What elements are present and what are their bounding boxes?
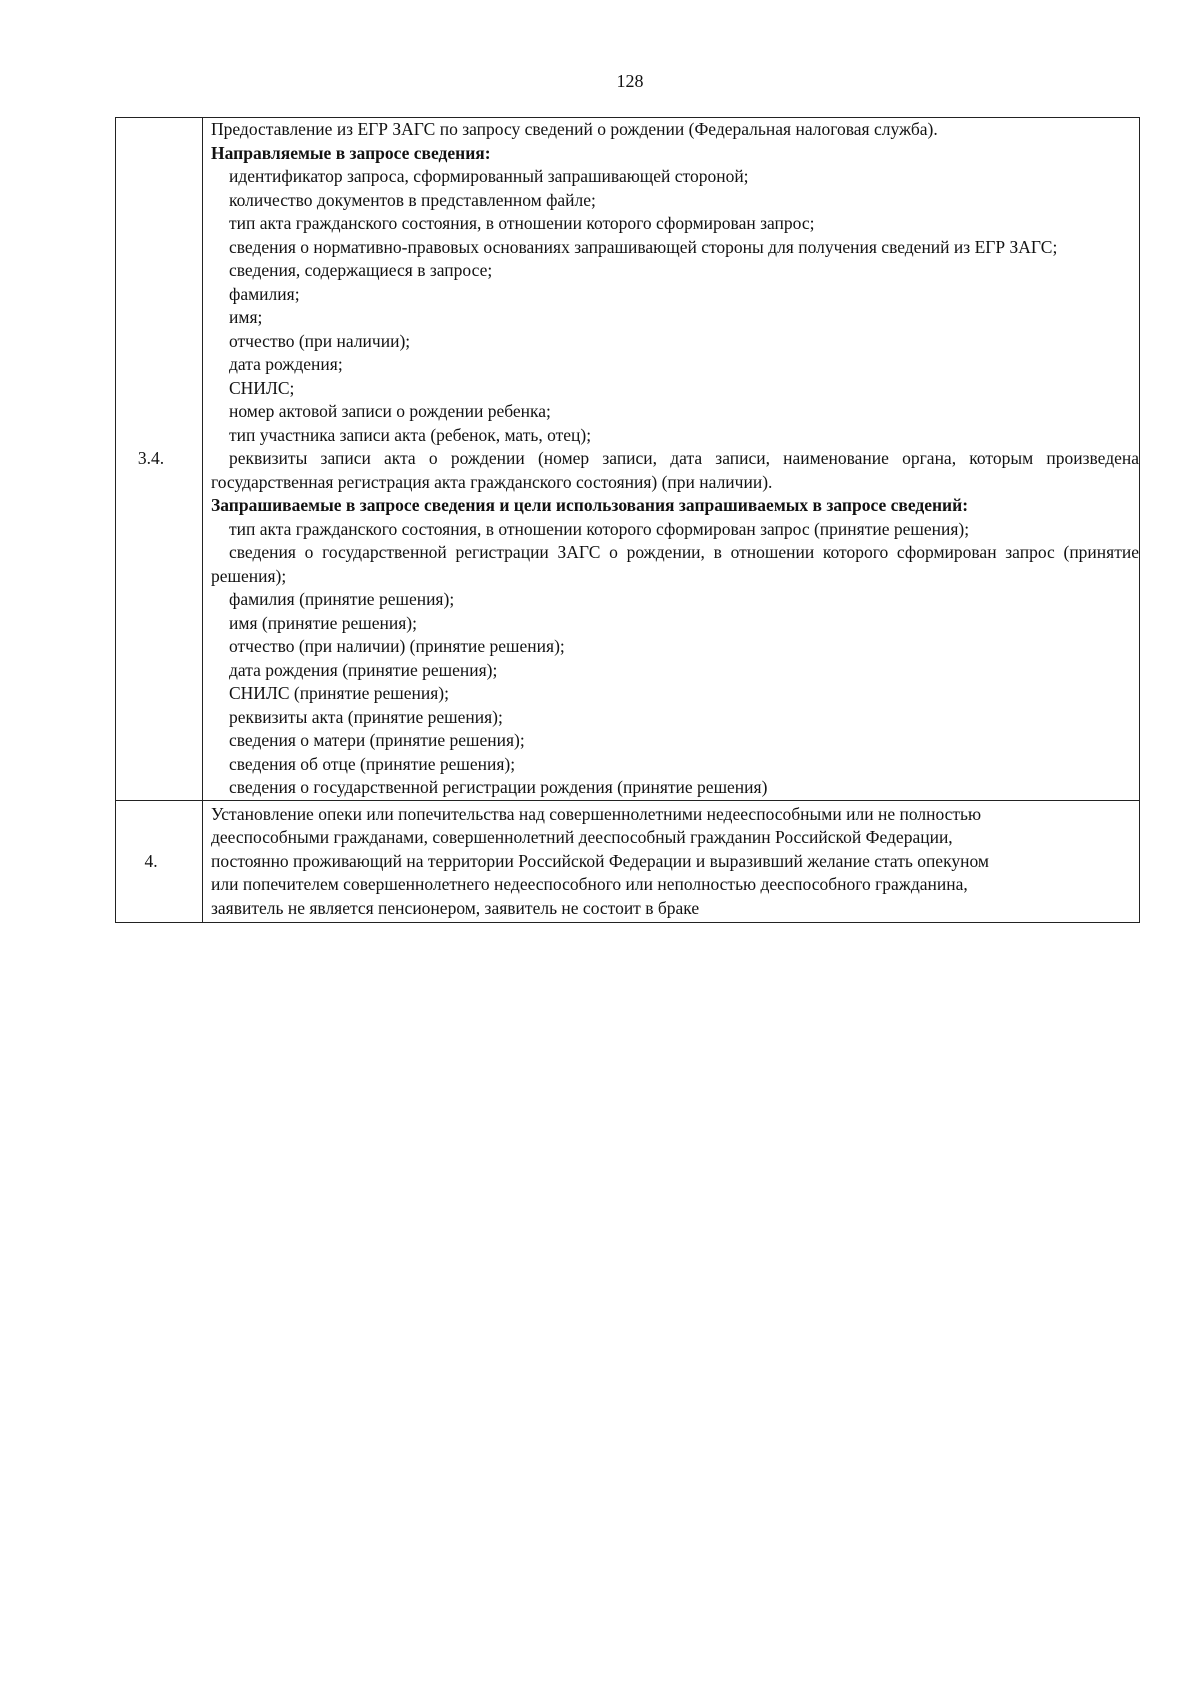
list-item: тип акта гражданского состояния, в отношении которого сформирован запрос; (229, 213, 815, 233)
list-item: СНИЛС (принятие решения); (229, 683, 449, 703)
row-number: 3.4. (137, 448, 165, 469)
row-content-cell (203, 118, 1140, 801)
requested-heading: Запрашиваемые в запросе сведения и цели использования запрашиваемых в запросе сведений: (211, 495, 969, 515)
list-item: отчество (при наличии) (принятие решения); (229, 636, 565, 656)
table-row-3-4 (116, 118, 1140, 801)
list-item: реквизиты акта (принятие решения); (229, 706, 503, 727)
text-line: Установление опеки или попечительства над совершеннолетними недееспособными или не полностью (211, 803, 982, 824)
list-item: имя (принятие решения); (229, 612, 417, 633)
list-item: идентификатор запроса, сформированный запрашивающей стороной; (229, 166, 749, 186)
list-item: фамилия (принятие решения); (229, 589, 455, 609)
sent-heading: Направляемые в запросе сведения: (211, 142, 491, 163)
list-item: СНИЛС; (229, 377, 295, 398)
table-row-4 (116, 800, 1140, 923)
list-item: отчество (при наличии); (229, 330, 411, 351)
list-paragraph: сведения о государственной регистрации ЗАГС о рождении, в отношении которого сформирован запрос (принятие решения); (211, 542, 1139, 586)
row-title: Предоставление из ЕГР ЗАГС по запросу сведений о рождении (Федеральная налоговая служба). (211, 119, 938, 139)
list-item: тип акта гражданского состояния, в отношении которого сформирован запрос (принятие решения); (229, 518, 970, 539)
row-content-cell (203, 800, 1140, 923)
text-line: постоянно проживающий на территории Российской Федерации и выразивший желание стать опекуном (211, 850, 989, 871)
page-number: 128 (616, 71, 644, 91)
list-item: фамилия; (229, 283, 300, 304)
list-item: количество документов в представленном файле; (229, 189, 596, 210)
list-paragraph: реквизиты записи акта о рождении (номер записи, дата записи, наименование органа, которым произведена государственная регистрация акта гражданского состояния) (при наличии). (211, 448, 1139, 492)
list-item: дата рождения (принятие решения); (229, 659, 498, 680)
list-item: дата рождения; (229, 354, 343, 374)
row-number: 4. (144, 850, 158, 871)
list-item: имя; (229, 307, 263, 327)
list-item: сведения об отце (принятие решения); (229, 753, 516, 774)
text-line: заявитель не является пенсионером, заявитель не состоит в браке (211, 897, 700, 918)
list-paragraph: сведения о нормативно-правовых основаниях запрашивающей стороны для получения сведений из ЕГР ЗАГС; (229, 236, 1058, 257)
list-item: сведения о государственной регистрации рождения (принятие решения) (229, 777, 768, 797)
text-line: или попечителем совершеннолетнего недееспособного или неполностью дееспособного гражданина, (211, 874, 968, 894)
list-item: сведения о матери (принятие решения); (229, 730, 525, 750)
row-number-cell (116, 800, 203, 923)
row-number-cell (116, 118, 203, 801)
list-item: номер актовой записи о рождении ребенка; (229, 401, 551, 421)
list-item: тип участника записи акта (ребенок, мать, отец); (229, 424, 592, 445)
list-item: сведения, содержащиеся в запросе; (229, 260, 493, 280)
text-line: дееспособными гражданами, совершеннолетний дееспособный гражданин Российской Федерации, (211, 827, 953, 847)
document-table (115, 117, 1140, 923)
